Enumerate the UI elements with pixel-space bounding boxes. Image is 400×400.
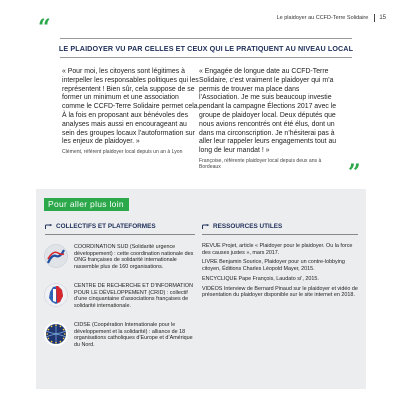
running-title: Le plaidoyer au CCFD-Terre Solidaire [276, 15, 369, 21]
close-quote-mark: ” [348, 160, 361, 186]
list-item: REVUE Projet, article « Plaidoyer pour le plaidoyer. Ou la force des causes justes », mars 2017. [202, 243, 353, 256]
running-header [277, 14, 386, 22]
list-item [44, 283, 194, 309]
crid-logo [44, 283, 68, 307]
list-item: ENCYCLIQUE Pape François, Laudato si’, 2015. [202, 275, 319, 282]
cidse-text: CIDSE (Coopération Internationale pour le développement et la solidarité) : alliance de 18 organisations catholiques d’Europe et d’Amérique du Nord. [74, 322, 193, 348]
left-quote-attribution: Clément, référent plaidoyer local depuis un an à Lyon [62, 149, 183, 156]
box-title: Pour aller plus loin [44, 198, 129, 211]
open-quote-mark: “ [38, 15, 51, 41]
collectifs-heading-label: COLLECTIFS ET PLATEFORMES [56, 223, 156, 230]
crid-text: CENTRE DE RECHERCHE ET D’INFORMATION POUR LE DÉVELOPPEMENT (CRID) : collectif d’une cinquantaine d’associations françaises de solidarité internationale. [74, 283, 193, 309]
right-quote [199, 68, 337, 171]
title-rule-top [60, 38, 352, 39]
title-rule-bottom [60, 57, 352, 58]
arrow-icon [202, 224, 210, 230]
collectifs-rule [45, 234, 195, 235]
right-quote-attribution: Françoise, référente plaidoyer local depuis deux ans à Bordeaux [199, 157, 322, 171]
ressources-list [202, 243, 358, 302]
ressources-heading-label: RESSOURCES UTILES [213, 223, 283, 230]
coordination-sud-text: COORDINATION SUD (Solidarité urgence développement) : cette coordination nationale des ONG françaises de solidarité internationale rassemble plus de 160 organisations. [74, 244, 194, 270]
section-title: LE PLAIDOYER VU PAR CELLES ET CEUX QUI LE PRATIQUENT AU NIVEAU LOCAL [58, 44, 354, 53]
left-quote-text: « Pour moi, les citoyens sont légitimes à interpeller les responsables politiques qui les représentent ! Bien sûr, cela suppose de se former un minimum et une association comme le CCFD-Terre Solidaire permet cela. À la fois en proposant aux bénévoles des analyses mais aussi en encourageant au sein des groupes locaux l’autoformation sur les enjeux de plaidoyer. » [62, 68, 200, 146]
left-quote [62, 68, 200, 156]
list-item [44, 322, 194, 348]
ressources-heading [202, 223, 282, 230]
further-reading-box [36, 189, 366, 389]
right-quote-text: « Engagée de longue date au CCFD-Terre Solidaire, c’est vraiment le plaidoyer qui m’a permis de trouver ma place dans l’Association. Je me suis beaucoup investie pendant la campagne Élections 2017 avec le groupe de plaidoyer local. Deux députés que nous avions rencontrés ont été élus, dont un dans ma circonscription. Je n’hésiterai pas à aller leur rappeler leurs engagements tout au long de leur mandat ! » [199, 68, 337, 155]
ressources-rule [202, 234, 358, 235]
list-item [44, 244, 194, 270]
coordination-sud-logo [44, 244, 68, 268]
collectifs-heading [45, 223, 156, 230]
page-number: 15 [374, 14, 386, 22]
list-item: LIVRE Benjamin Sourice, Plaidoyer pour un contre-lobbying citoyen, Éditions Charles Léopold Mayer, 2015. [202, 259, 345, 272]
cidse-logo [44, 322, 68, 346]
list-item: VIDÉOS Interview de Bernard Pinaud sur le plaidoyer et vidéo de présentation du plaidoyer disponible sur le site internet en 2018. [202, 285, 358, 299]
arrow-icon [45, 224, 53, 230]
